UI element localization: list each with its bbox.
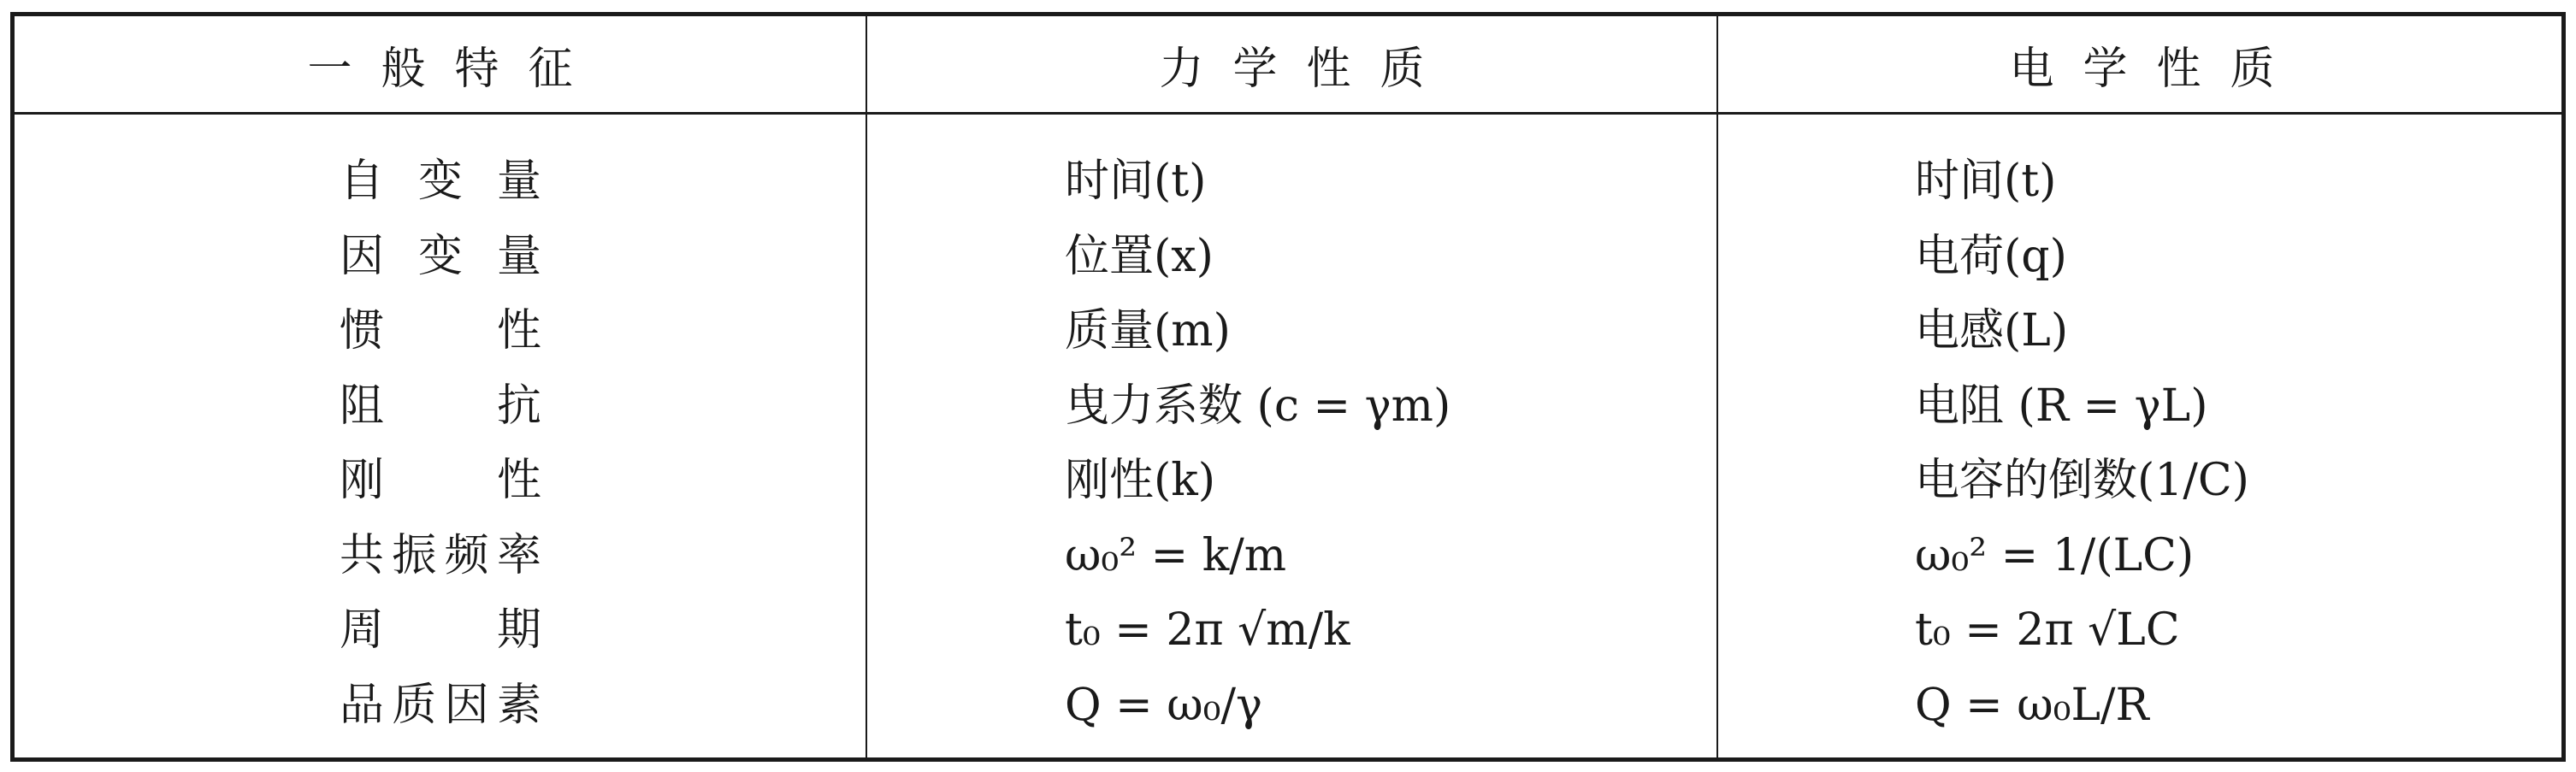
table-cell-mechanical: 质量(m) bbox=[1065, 305, 1231, 357]
header-electrical-properties: 电学性质 bbox=[2009, 43, 2304, 95]
table-cell-electrical: 电阻 (R = γL) bbox=[1915, 380, 2208, 432]
table-cell-electrical: 时间(t) bbox=[1915, 156, 2057, 207]
electrical-column bbox=[1915, 144, 2249, 743]
table-row-feature: 自变量 bbox=[340, 156, 541, 207]
table-cell-electrical: 电感(L) bbox=[1915, 305, 2069, 357]
table-row-feature: 周期 bbox=[340, 604, 541, 656]
comparison-table bbox=[10, 12, 2566, 762]
feature-column bbox=[340, 144, 541, 743]
table-cell-mechanical: 曳力系数 (c = γm) bbox=[1065, 380, 1451, 432]
table-row-feature: 惯性 bbox=[340, 305, 541, 357]
table-cell-mechanical: ω₀² = k/m bbox=[1065, 529, 1287, 581]
table-cell-electrical: 电荷(q) bbox=[1915, 230, 2067, 282]
table-cell-mechanical: 时间(t) bbox=[1065, 156, 1207, 207]
table-row-feature: 刚性 bbox=[340, 455, 541, 506]
header-mechanical-properties: 力学性质 bbox=[1159, 43, 1454, 95]
table-cell-mechanical: 位置(x) bbox=[1065, 230, 1214, 282]
table-cell-mechanical: Q = ω₀/γ bbox=[1065, 679, 1263, 731]
table-row-feature: 因变量 bbox=[340, 230, 541, 282]
header-general-features: 一般特征 bbox=[307, 43, 602, 95]
table-row-feature: 阻抗 bbox=[340, 380, 541, 432]
mechanical-column bbox=[1065, 144, 1450, 743]
column-divider-1 bbox=[866, 16, 867, 757]
table-cell-mechanical: t₀ = 2π √m/k bbox=[1065, 604, 1350, 656]
table-cell-electrical: Q = ω₀L/R bbox=[1915, 679, 2149, 731]
column-divider-2 bbox=[1716, 16, 1718, 757]
table-cell-electrical: 电容的倒数(1/C) bbox=[1915, 455, 2249, 506]
table-row-feature: 共振频率 bbox=[340, 529, 541, 581]
table-cell-mechanical: 刚性(k) bbox=[1065, 455, 1216, 506]
table-cell-electrical: ω₀² = 1/(LC) bbox=[1915, 529, 2195, 581]
table-row-feature: 品质因素 bbox=[340, 679, 541, 731]
table-cell-electrical: t₀ = 2π √LC bbox=[1915, 604, 2180, 656]
